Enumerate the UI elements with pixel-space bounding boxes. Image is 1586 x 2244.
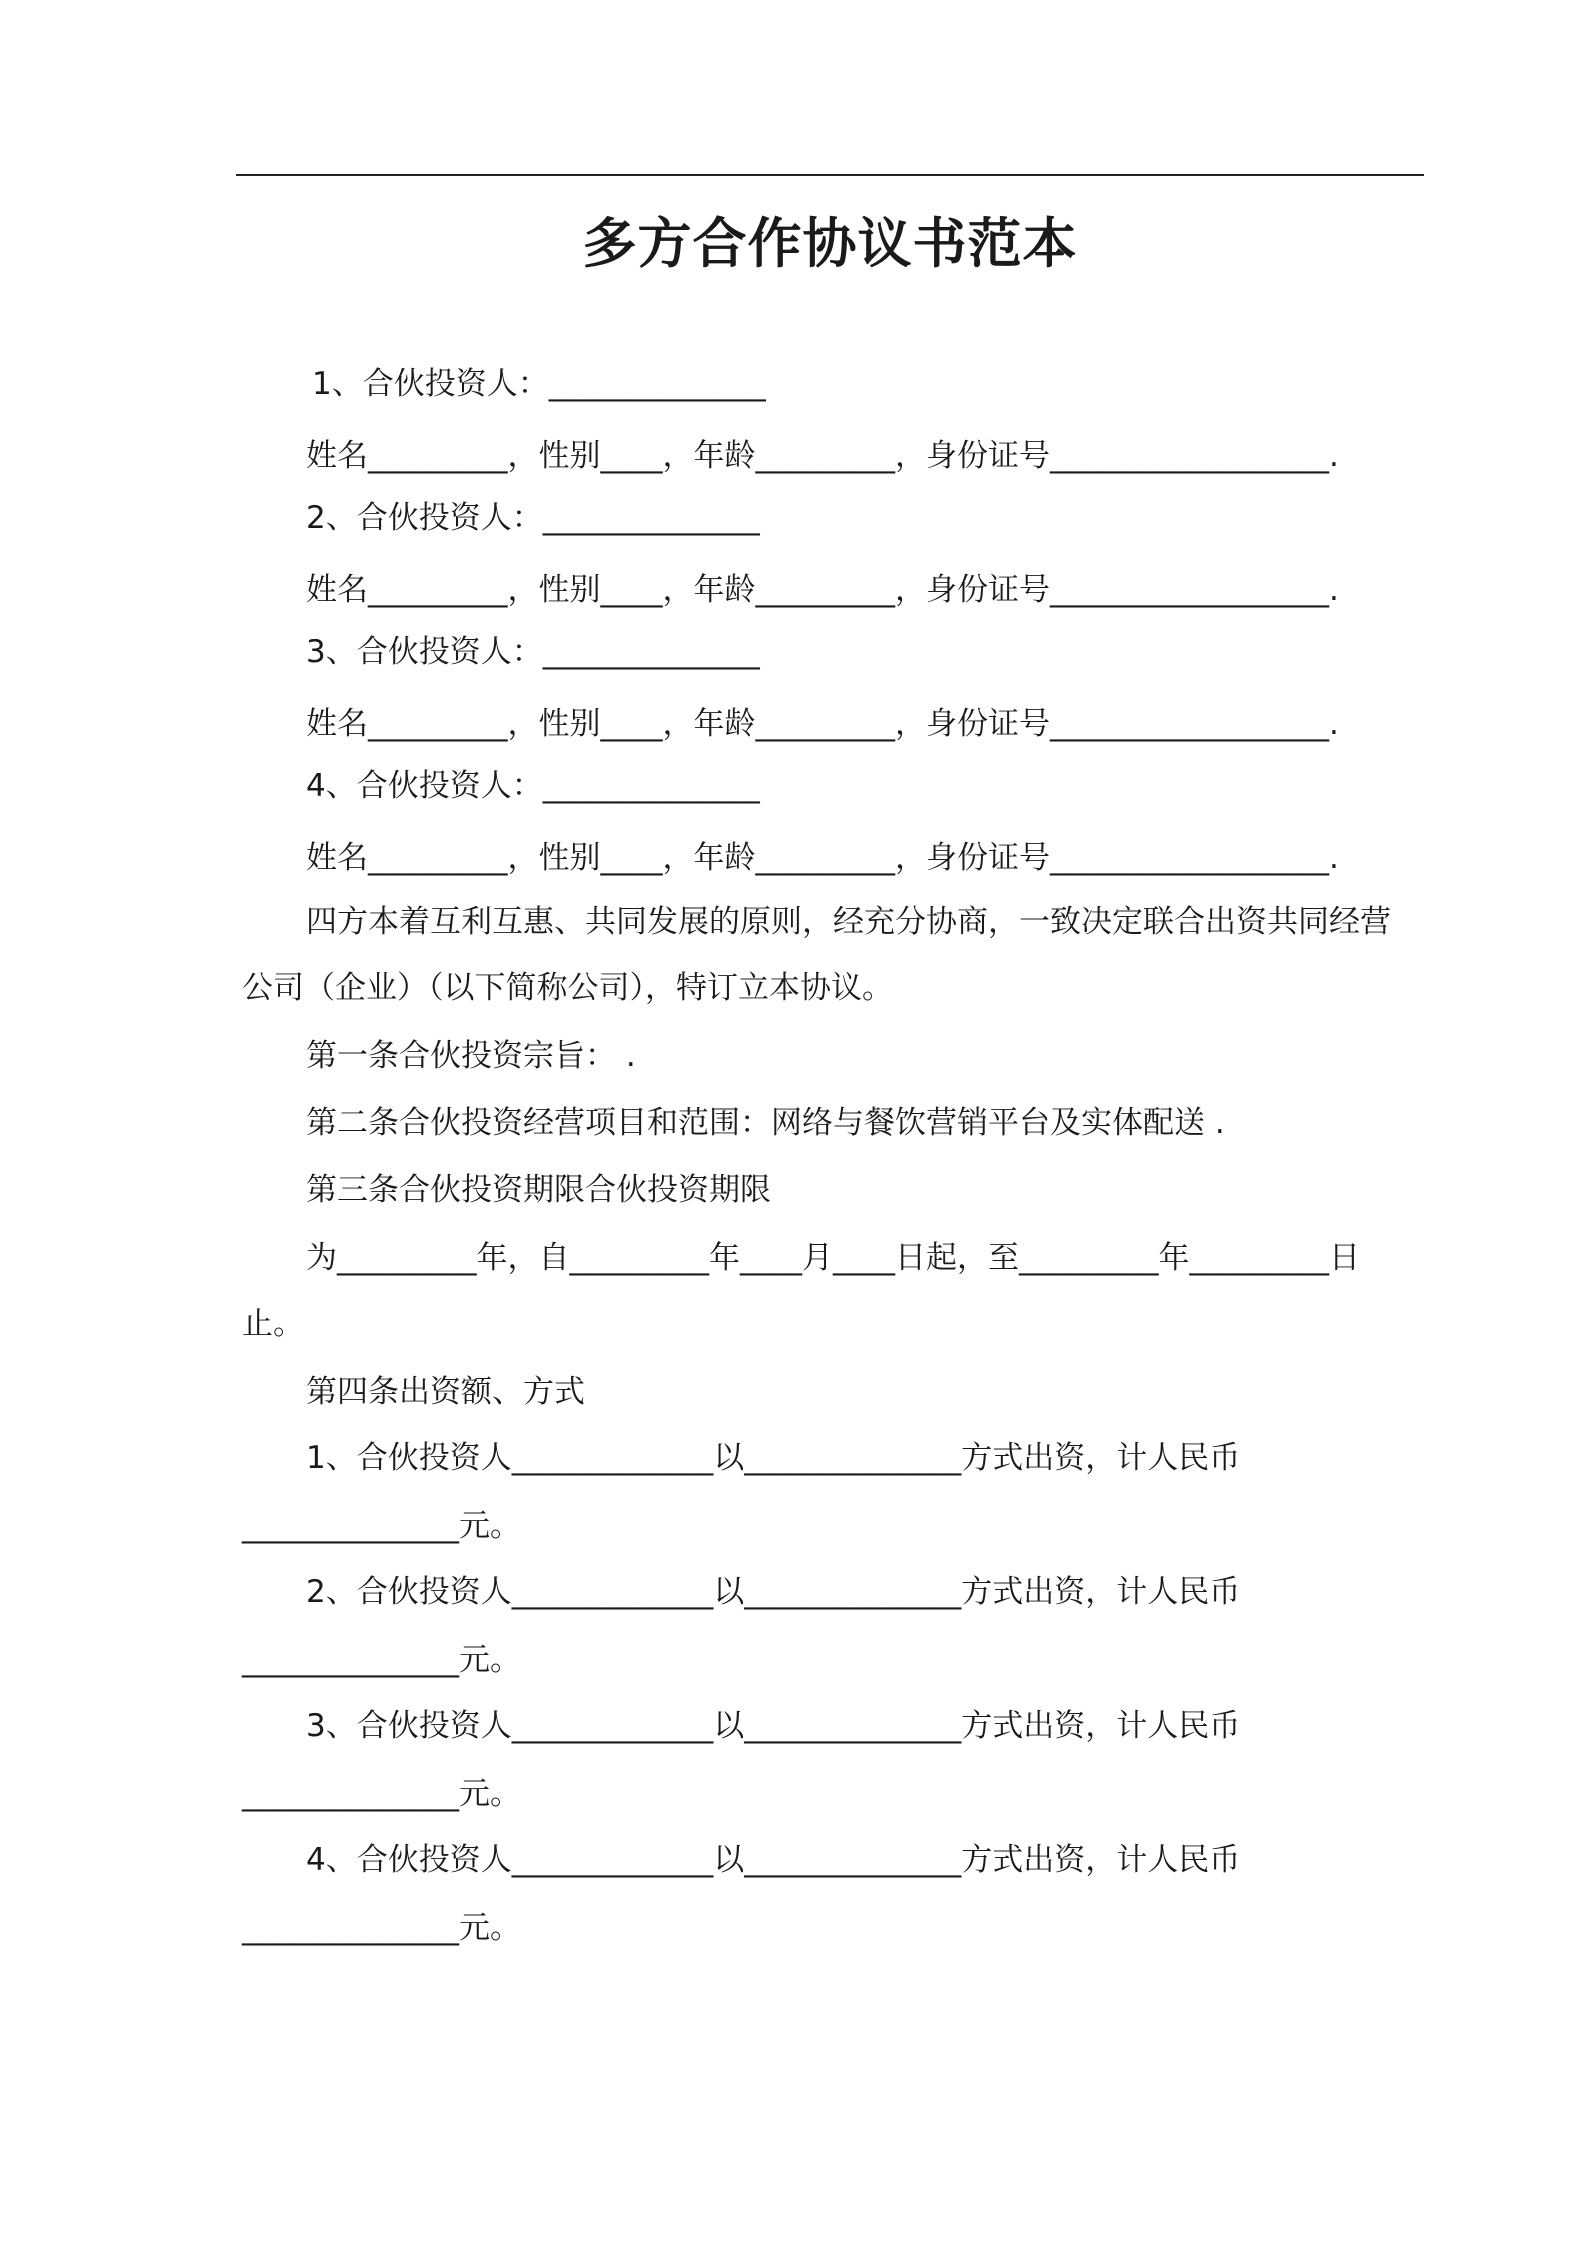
contribution-1-line-1: 1、合伙投资人_____________以______________方式出资，计人民币 (306, 1440, 1241, 1476)
article-3: 第三条合伙投资期限合伙投资期限 (306, 1172, 771, 1208)
contribution-4-line-2: ______________元。 (242, 1910, 521, 1946)
article-3-term-line-2: 止。 (242, 1306, 304, 1342)
partner-2-details: 姓名_________，性别____，年龄_________，身份证号__________________. (306, 572, 1339, 608)
contribution-3-line-2: ______________元。 (242, 1776, 521, 1812)
article-2: 第二条合伙投资经营项目和范围：网络与餐饮营销平台及实体配送 . (306, 1105, 1225, 1141)
page-title: 多方合作协议书范本 (582, 212, 1078, 275)
article-4: 第四条出资额、方式 (306, 1374, 585, 1410)
partner-3-heading: 3、合伙投资人：______________ (306, 634, 760, 670)
contribution-2-line-2: ______________元。 (242, 1642, 521, 1678)
header-rule (236, 174, 1424, 176)
partner-4-details: 姓名_________，性别____，年龄_________，身份证号__________________. (306, 840, 1339, 876)
partner-2-heading: 2、合伙投资人：______________ (306, 500, 760, 536)
partner-3-details: 姓名_________，性别____，年龄_________，身份证号__________________. (306, 706, 1339, 742)
partner-1-details: 姓名_________，性别____，年龄_________，身份证号__________________. (306, 438, 1339, 474)
contribution-2-line-1: 2、合伙投资人_____________以______________方式出资，计人民币 (306, 1574, 1241, 1610)
article-3-term-line-1: 为_________年，自_________年____月____日起，至_________年_________日 (306, 1240, 1360, 1276)
partner-1-heading: 1、合伙投资人：______________ (312, 366, 766, 402)
partner-4-heading: 4、合伙投资人：______________ (306, 768, 760, 804)
contribution-4-line-1: 4、合伙投资人_____________以______________方式出资，计人民币 (306, 1842, 1241, 1878)
preamble-line-2: 公司（企业）（以下简称公司），特订立本协议。 (242, 970, 893, 1006)
preamble-line-1: 四方本着互利互惠、共同发展的原则，经充分协商，一致决定联合出资共同经营 (306, 904, 1391, 940)
article-1: 第一条合伙投资宗旨： . (306, 1038, 636, 1074)
contribution-3-line-1: 3、合伙投资人_____________以______________方式出资，计人民币 (306, 1708, 1241, 1744)
contribution-1-line-2: ______________元。 (242, 1508, 521, 1544)
